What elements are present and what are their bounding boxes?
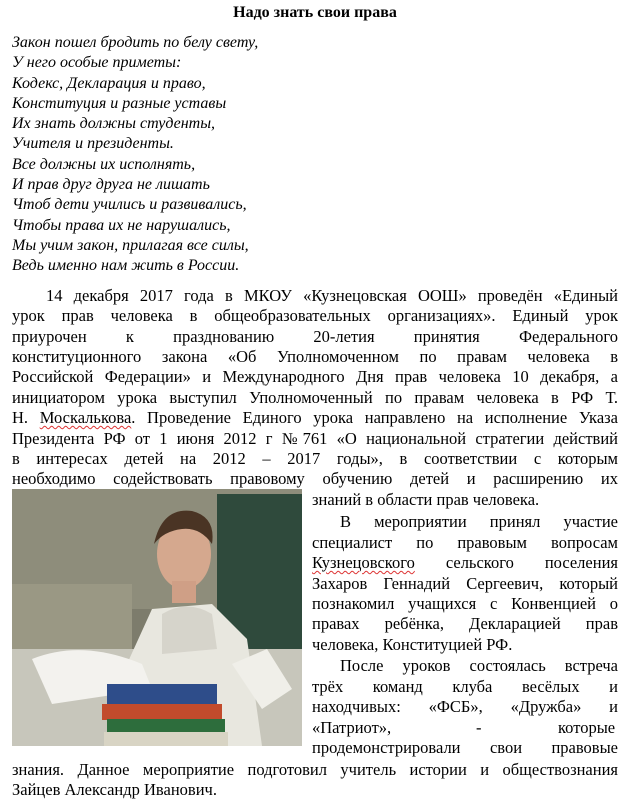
paragraph-line: продемонстрировали свои правовые [312, 738, 618, 757]
poem-block [12, 33, 258, 277]
text-run: . Проведение Единого урока направлено на исполнение Указа [131, 408, 618, 427]
paragraph-line: приурочен к празднованию 20-летия принятия Федерального [12, 327, 618, 346]
photo-image [12, 489, 302, 746]
poem-line: Ведь именно нам жить в России. [12, 257, 240, 275]
paragraph-line: «Патриот», [312, 718, 392, 737]
paragraph-line: В мероприятии принял участие [340, 512, 618, 531]
paragraph-line: человека, Конституцией РФ. [312, 635, 513, 654]
paragraph-line: находчивых: «ФСБ», «Дружба» и [312, 697, 618, 716]
paragraph-line: знаний в области прав человека. [312, 490, 540, 509]
paragraph-line: которые [558, 718, 616, 737]
text-run: Н. [12, 408, 40, 427]
spellcheck-word: Москалькова [39, 408, 132, 427]
poem-line: Мы учим закон, прилагая все силы, [12, 236, 249, 254]
paragraph-line: Зайцев Александр Иванович. [12, 780, 217, 799]
paragraph-line: специалист по правовым вопросам [312, 533, 618, 552]
paragraph-line: После уроков состоялась встреча [340, 656, 618, 675]
poem-line: Чтобы права их не нарушались, [12, 216, 231, 234]
document-title: Надо знать свои права [233, 4, 397, 21]
poem-line: Кодекс, Декларация и право, [12, 74, 206, 92]
paragraph-line: - [476, 718, 482, 737]
event-photo [12, 489, 302, 746]
poem-line: Конституция и разные уставы [12, 94, 227, 112]
poem-line: Их знать должны студенты, [12, 115, 216, 133]
paragraph-line: необходимо содействовать правовому обучению детей и расширению их [12, 469, 618, 488]
paragraph-line: трёх команд клуба весёлых и [312, 677, 618, 696]
poem-line: Все должны их исполнять, [12, 155, 196, 173]
poem-line: Чтоб дети учились и развивались, [12, 196, 247, 214]
poem-line: Закон пошел бродить по белу свету, [12, 34, 259, 51]
paragraph-line: инициатором урока выступил Уполномоченный по правам человека в РФ Т. [12, 388, 618, 407]
paragraph-line: познакомил учащихся с Конвенцией о [312, 594, 618, 613]
poem-line: Учителя и президенты. [12, 135, 174, 153]
paragraph-line: знания. Данное мероприятие подготовил учитель истории и обществознания [12, 760, 618, 779]
paragraph-line: урок прав человека в общеобразовательных организациях». Единый урок [12, 306, 618, 325]
paragraph-line: 14 декабря 2017 года в МКОУ «Кузнецовская ООШ» проведён «Единый [46, 286, 618, 305]
paragraph-line: правах ребёнка, Декларацией прав [312, 614, 618, 633]
paragraph-line [12, 408, 618, 428]
poem-line: У него особые приметы: [12, 54, 182, 72]
spellcheck-word: Кузнецовского [312, 553, 415, 572]
text-run: сельского поселения [414, 553, 618, 572]
paragraph-line [312, 553, 618, 573]
paragraph-line: Захаров Геннадий Сергеевич, который [312, 574, 618, 593]
paragraph-line: Российской Федерации» и Международного Дня прав человека 10 декабря, а [12, 367, 618, 386]
paragraph-line: конституционного закона «Об Уполномоченном по правам человека в [12, 347, 618, 366]
paragraph-line: Президента РФ от 1 июня 2012 г №761 «О национальной стратегии действий [12, 429, 618, 448]
poem-line: И прав друг друга не лишать [12, 176, 210, 194]
paragraph-line: в интересах детей на 2012 – 2017 годы», в соответствии с которым [12, 449, 618, 468]
